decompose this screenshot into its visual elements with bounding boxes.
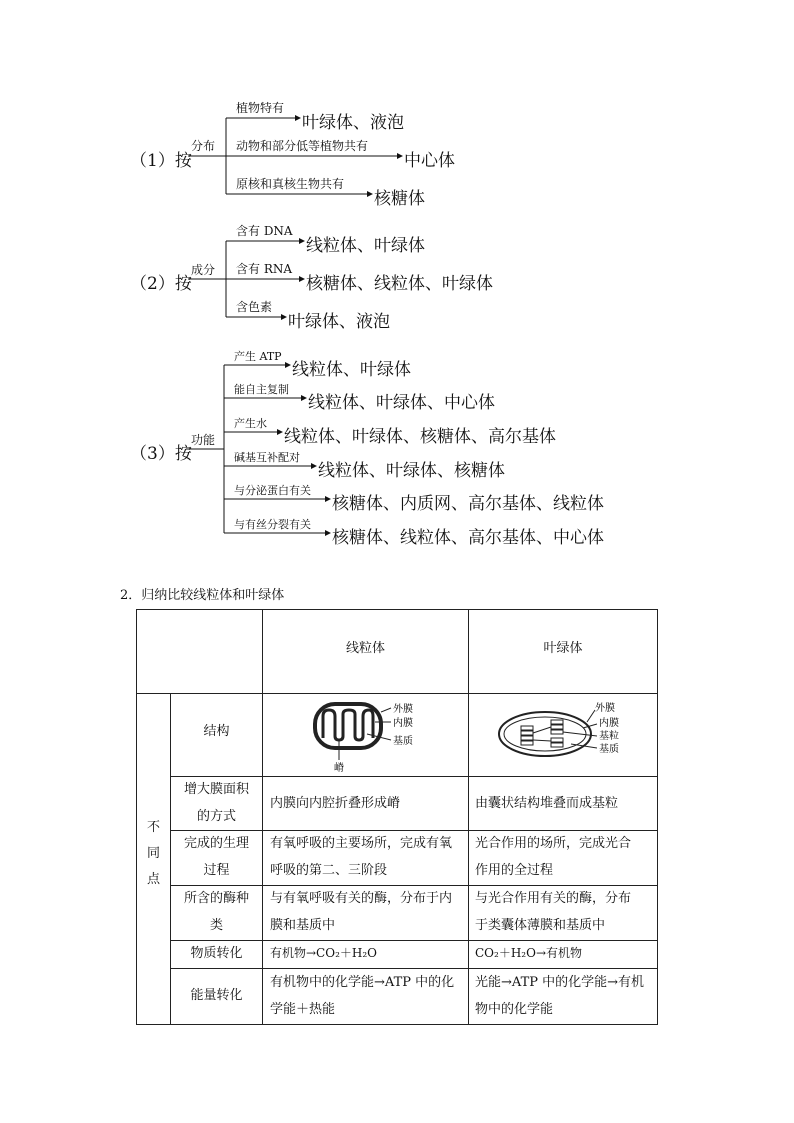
- label-inner-membrane: 内膜: [599, 718, 619, 729]
- label-outer-membrane: 外膜: [393, 704, 413, 715]
- condition-label: 产生水: [234, 417, 267, 430]
- mito-cell: 有机物中的化学能→ATP 中的化 学能＋热能: [270, 975, 455, 1017]
- chloroplast-diagram: [497, 700, 637, 774]
- label-crista: 嵴: [334, 763, 344, 774]
- condition-label: 与分泌蛋白有关: [234, 484, 311, 497]
- condition-label: 产生 ATP: [234, 350, 282, 363]
- mito-cell: 内膜向内腔折叠形成嵴: [270, 796, 401, 811]
- header-mitochondria: 线粒体: [345, 641, 385, 656]
- result-text: 线粒体、叶绿体、中心体: [308, 393, 495, 413]
- row-label: 完成的生理 过程: [183, 836, 249, 878]
- condition-label: 植物特有: [236, 101, 285, 115]
- label-inner-membrane: 内膜: [393, 718, 413, 729]
- group-label: 功能: [191, 433, 216, 447]
- condition-label: 动物和部分低等植物共有: [236, 139, 369, 153]
- label-stroma: 基质: [599, 744, 619, 755]
- result-text: 核糖体、线粒体、叶绿体: [306, 274, 493, 294]
- result-text: 核糖体、线粒体、高尔基体、中心体: [332, 528, 604, 548]
- condition-label: 含有 RNA: [236, 262, 293, 276]
- label-grana: 基粒: [599, 731, 619, 742]
- group-label: 分布: [191, 139, 216, 153]
- mitochondrion-diagram: [309, 698, 439, 774]
- row-label: 所含的酶种 类: [183, 891, 249, 933]
- section-title: 2．归纳比较线粒体和叶绿体: [120, 588, 285, 603]
- chloro-cell: 由囊状结构堆叠而成基粒: [475, 796, 619, 811]
- condition-label: 能自主复制: [234, 383, 289, 396]
- chloro-cell: 光能→ATP 中的化学能→有机 物中的化学能: [475, 975, 645, 1017]
- mito-cell: 有机物→CO₂＋H₂O: [270, 946, 377, 960]
- condition-label: 与有丝分裂有关: [234, 518, 311, 531]
- result-text: 线粒体、叶绿体: [292, 360, 411, 380]
- comparison-table: [136, 609, 658, 1025]
- condition-label: 含有 DNA: [236, 224, 293, 238]
- condition-label: 含色素: [236, 300, 273, 314]
- row-label: 物质转化: [190, 946, 243, 961]
- condition-label: 碱基互补配对: [234, 451, 300, 464]
- label-matrix: 基质: [393, 736, 413, 747]
- label-outer-membrane: 外膜: [595, 703, 615, 714]
- header-chloroplast: 叶绿体: [543, 641, 583, 656]
- group-number: （3）按: [130, 444, 192, 464]
- row-label: 增大膜面积 的方式: [183, 782, 249, 824]
- result-text: 叶绿体、液泡: [302, 113, 404, 133]
- result-text: 中心体: [404, 151, 455, 171]
- result-text: 线粒体、叶绿体、核糖体: [318, 461, 505, 481]
- group-label: 成分: [191, 263, 216, 277]
- group-number: （2）按: [130, 274, 192, 294]
- result-text: 核糖体、内质网、高尔基体、线粒体: [332, 494, 604, 514]
- mito-cell: 有氧呼吸的主要场所，完成有氧 呼吸的第二、三阶段: [270, 836, 453, 878]
- chloro-cell: 与光合作用有关的酶，分布 于类囊体薄膜和基质中: [475, 891, 632, 933]
- group-label-differences: 不 同 点: [146, 820, 160, 887]
- row-label-structure: 结构: [203, 724, 230, 739]
- chloro-cell: 光合作用的场所，完成光合 作用的全过程: [475, 836, 632, 878]
- row-label: 能量转化: [190, 988, 243, 1003]
- result-text: 线粒体、叶绿体、核糖体、高尔基体: [284, 427, 556, 447]
- result-text: 线粒体、叶绿体: [306, 236, 425, 256]
- group-number: （1）按: [130, 151, 192, 171]
- chloro-cell: CO₂＋H₂O→有机物: [475, 946, 582, 960]
- mito-cell: 与有氧呼吸有关的酶，分布于内 膜和基质中: [270, 891, 453, 933]
- result-text: 核糖体: [374, 189, 425, 209]
- condition-label: 原核和真核生物共有: [236, 177, 345, 191]
- result-text: 叶绿体、液泡: [288, 312, 390, 332]
